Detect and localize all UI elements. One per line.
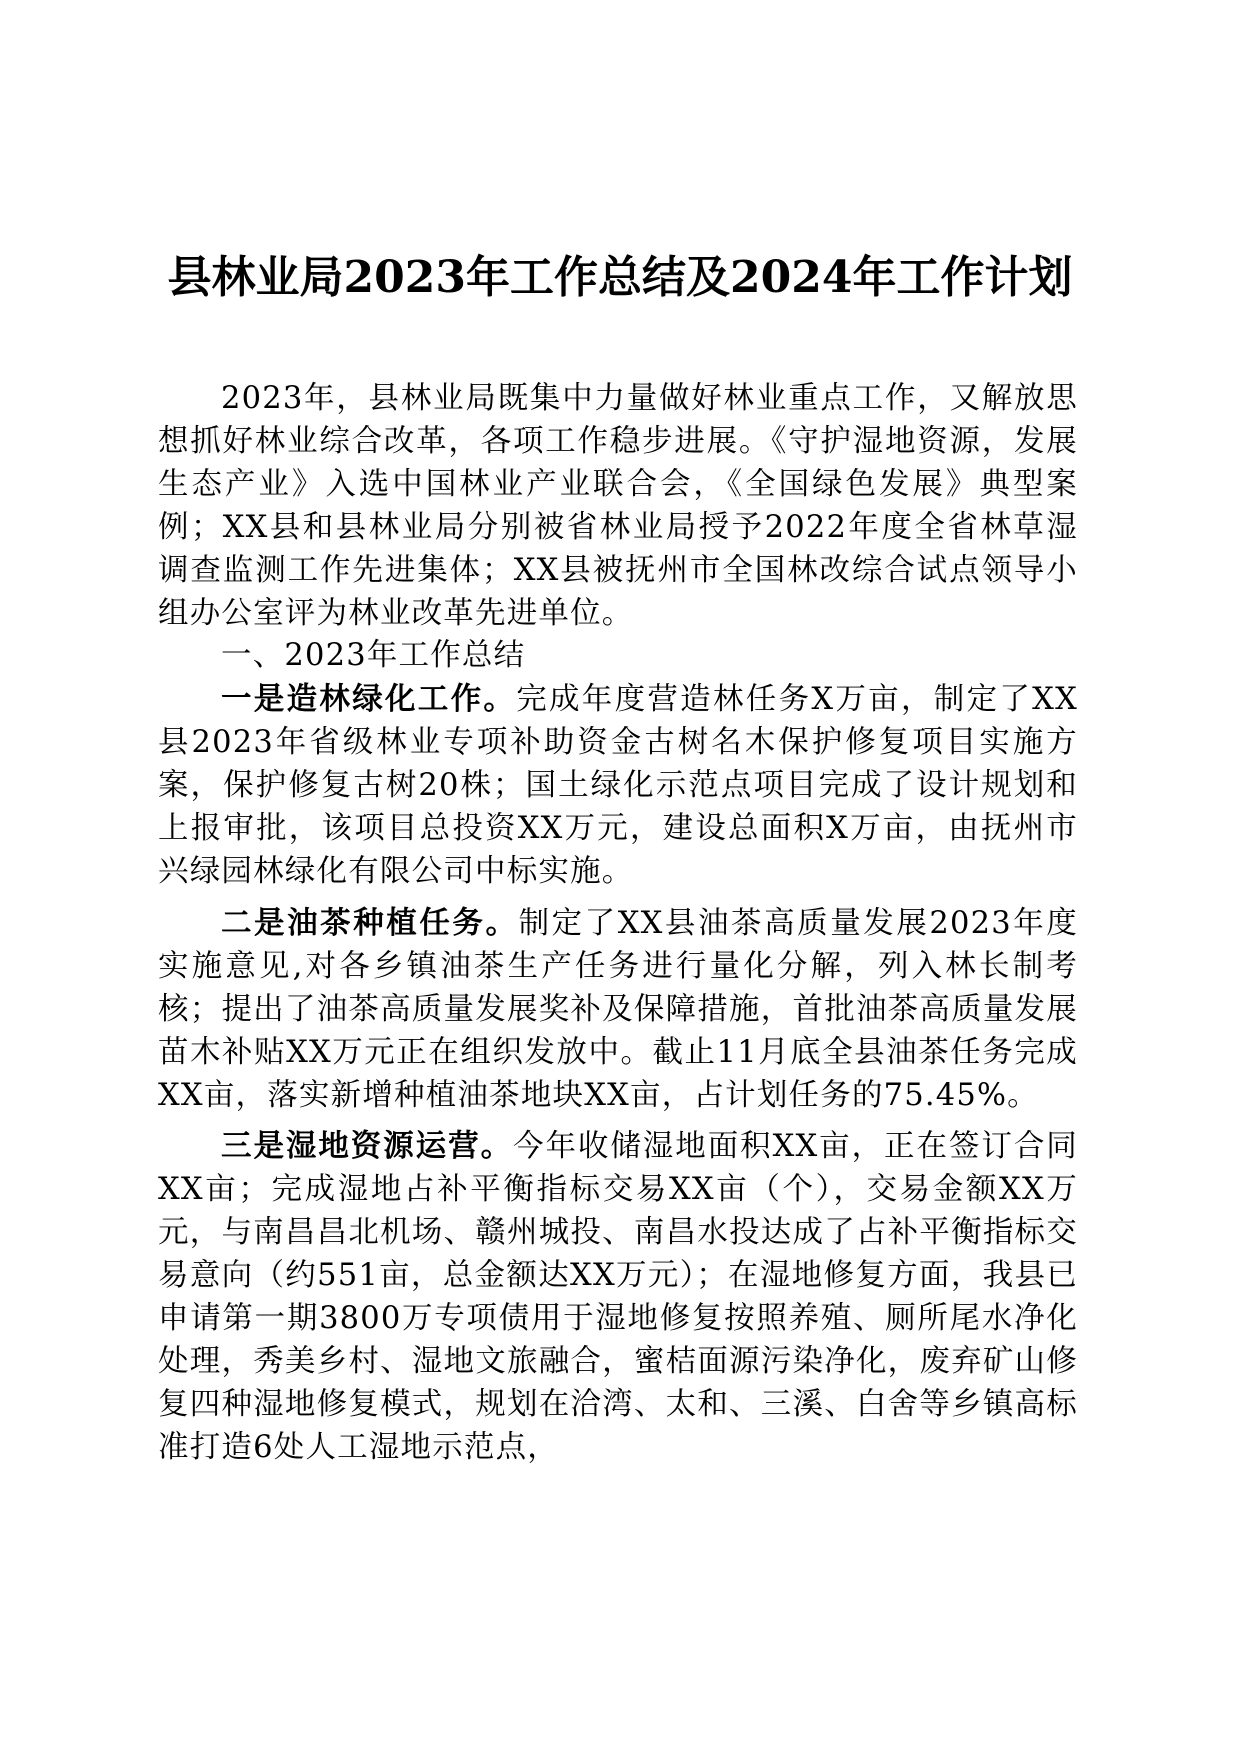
item-text-3: 今年收储湿地面积XX亩，正在签订合同XX亩；完成湿地占补平衡指标交易XX亩（个），交易金额XX万元，与南昌昌北机场、赣州城投、南昌水投达成了占补平衡指标交易意向（约551亩，总金额达XX万元）；在湿地修复方面，我县已申请第一期3800万专项债用于湿地修复按照养殖、厕所尾水净化处理，秀美乡村、湿地文旅融合，蜜桔面源污染净化，废弃矿山修复四种湿地修复模式，规划在洽湾、太和、三溪、白舍等乡镇高标准打造6处人工湿地示范点， [158,1129,1078,1465]
item-text-1: 完成年度营造林任务X万亩，制定了XX县2023年省级林业专项补助资金古树名木保护修复项目实施方案，保护修复古树20株；国土绿化示范点项目完成了设计规划和上报审批，该项目总投资XX万元，建设总面积X万亩，由抚州市兴绿园林绿化有限公司中标实施。 [158,682,1078,889]
item-paragraph-3 [158,1125,1078,1469]
page-title: 县林业局2023年工作总结及2024年工作计划 [167,252,1073,303]
section-heading: 一、2023年工作总结 [221,638,526,674]
item-lead-2: 二是油茶种植任务。 [221,904,519,941]
intro-paragraph: 2023年，县林业局既集中力量做好林业重点工作，又解放思想抓好林业综合改革，各项工作稳步进展。《守护湿地资源，发展生态产业》入选中国林业产业联合会，《全国绿色发展》典型案例；XX县和县林业局分别被省林业局授予2022年度全省林草湿调查监测工作先进集体；XX县被抚州市全国林改综合试点领导小组办公室评为林业改革先进单位。 [158,381,1078,631]
item-paragraph-1 [158,678,1078,894]
item-text-2: 制定了XX县油茶高质量发展2023年度实施意见,对各乡镇油茶生产任务进行量化分解，列入林长制考核；提出了油茶高质量发展奖补及保障措施，首批油茶高质量发展苗木补贴XX万元正在组织发放中。截止11月底全县油茶任务完成XX亩，落实新增种植油茶地块XX亩，占计划任务的75.45%。 [158,905,1078,1113]
item-lead-3: 三是湿地资源运营。 [221,1128,514,1165]
item-lead-1: 一是造林绿化工作。 [221,681,517,718]
document-body [158,378,1078,1470]
item-paragraph-2 [158,902,1078,1118]
